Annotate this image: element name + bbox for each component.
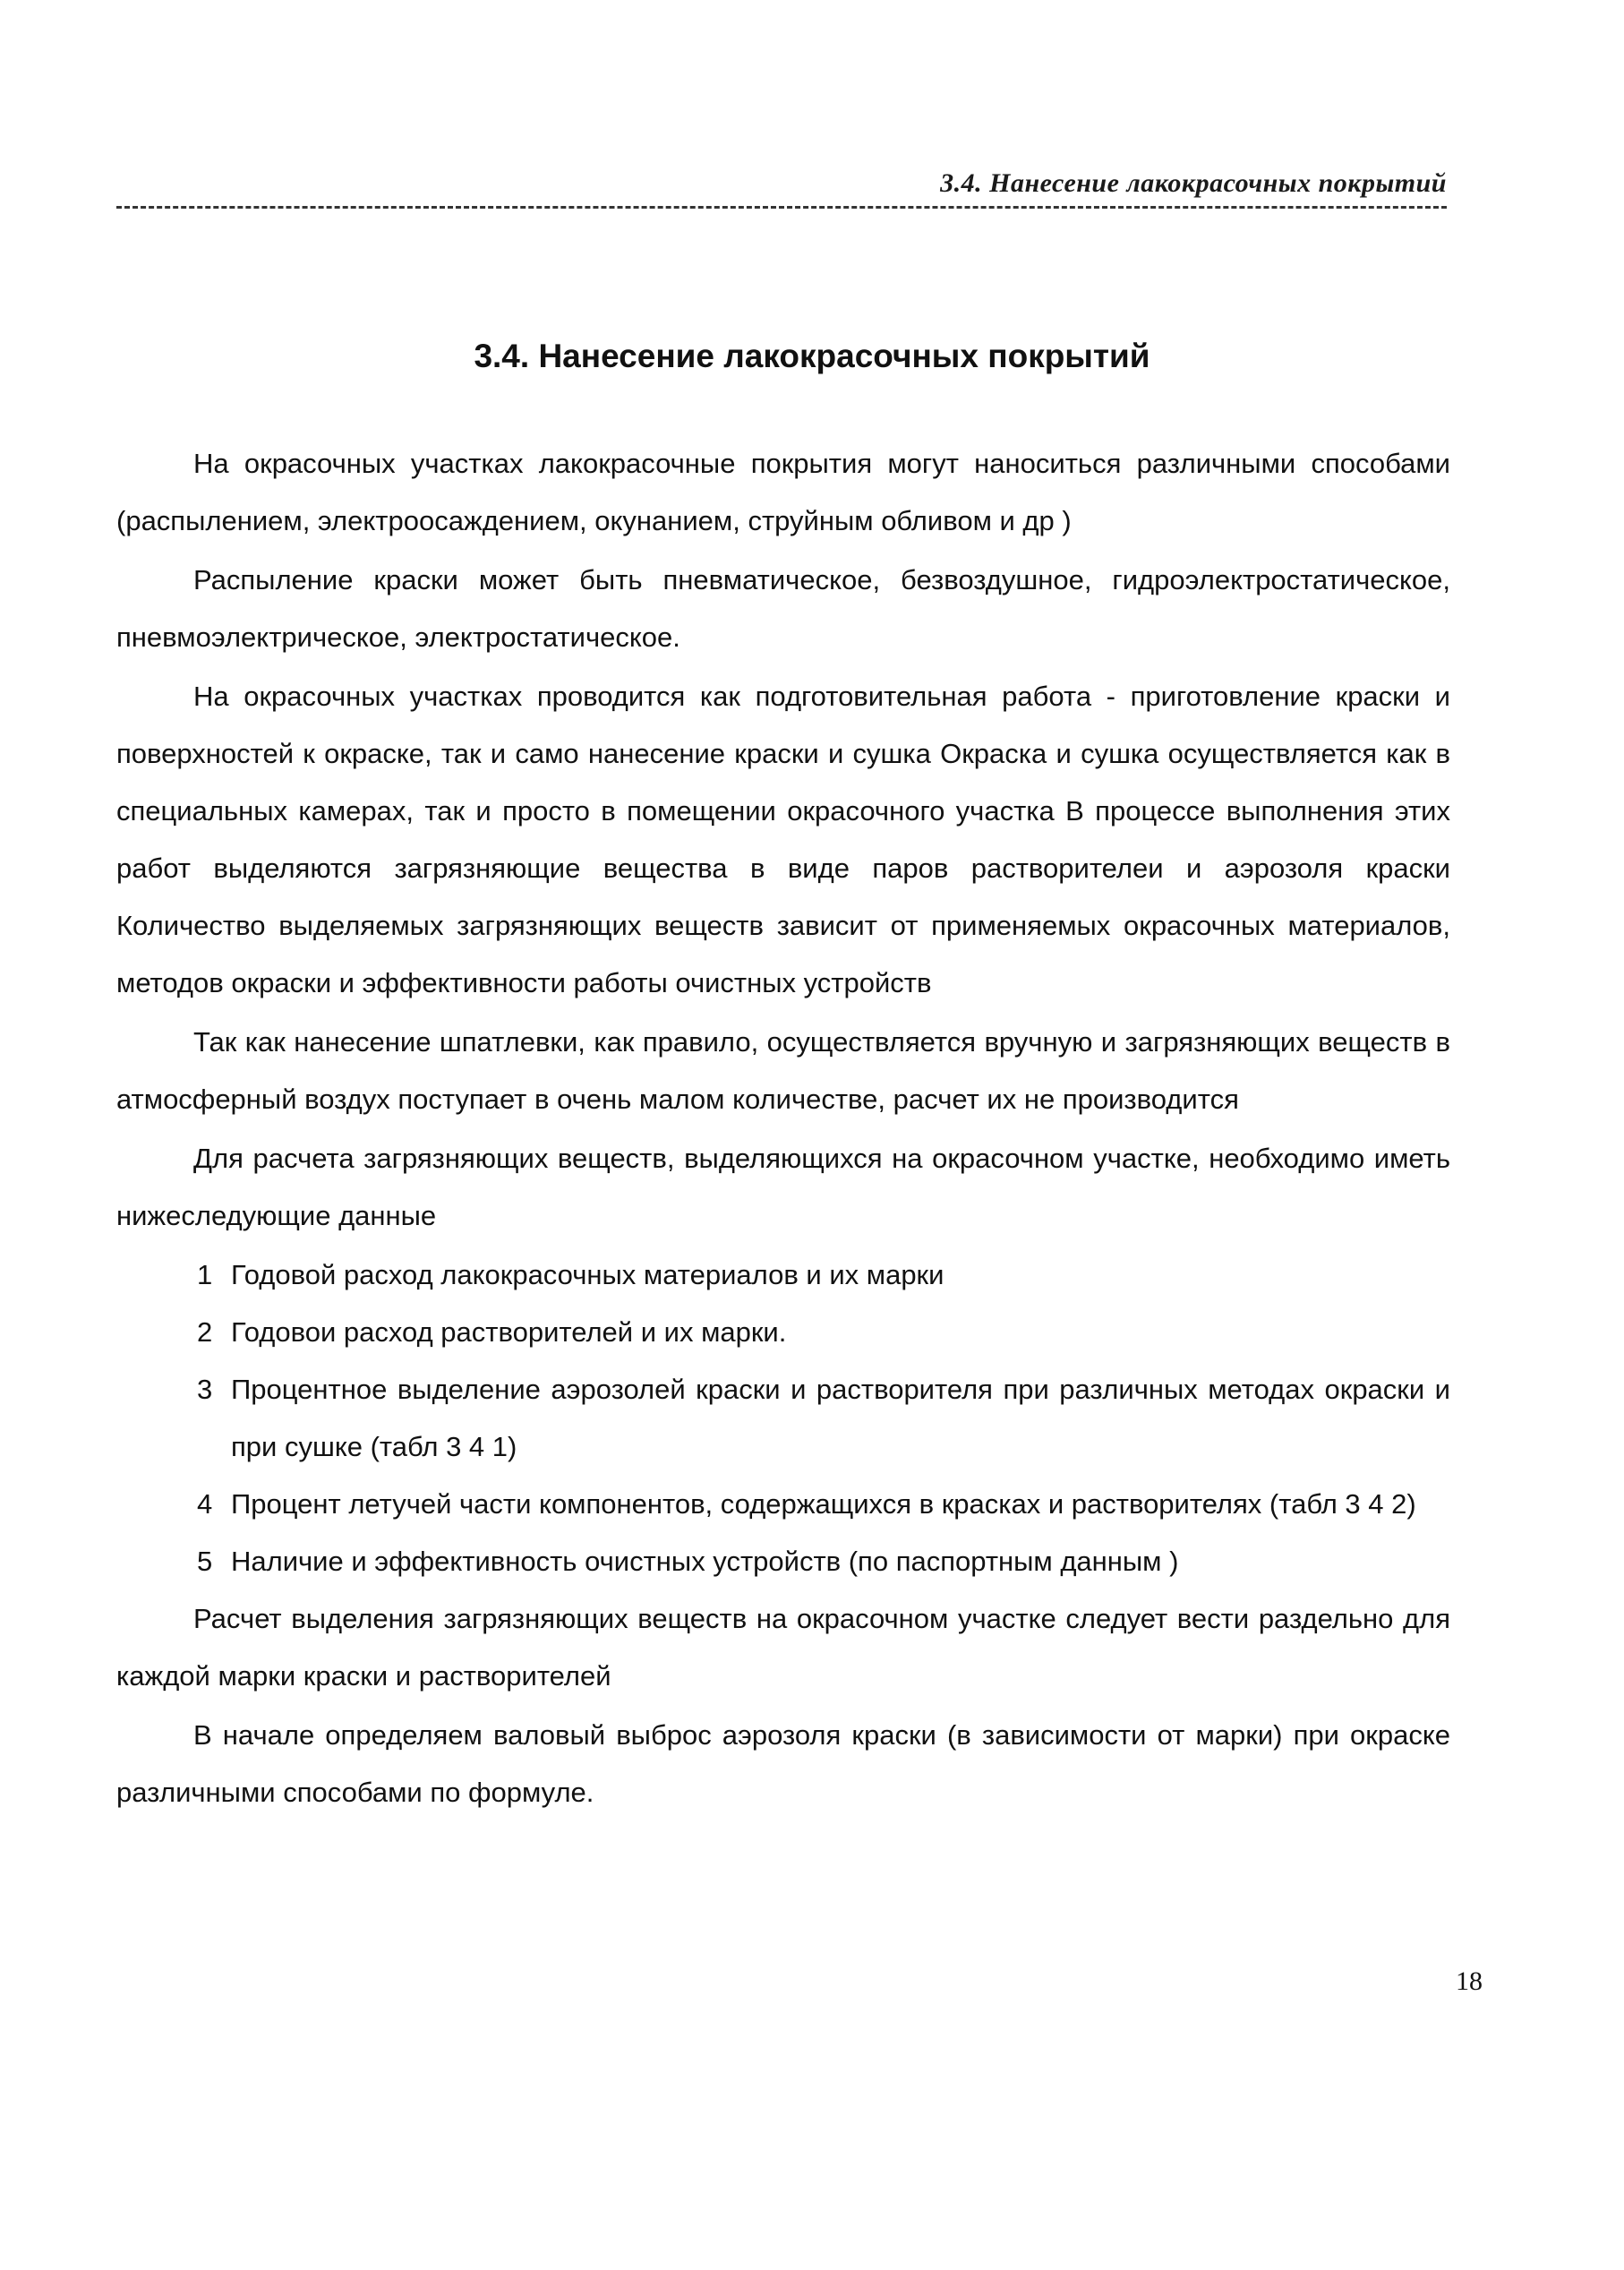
list-item-number: 3 (197, 1374, 213, 1405)
list-item-text: Процент летучей части компонентов, содержащихся в красках и растворителях (табл 3 4 2) (231, 1488, 1416, 1520)
list-item-number: 4 (197, 1488, 213, 1520)
list-item (116, 1246, 1450, 1304)
paragraph: На окрасочных участках проводится как подготовительная работа - приготовление краски и поверхностей к окраске, так и само нанесение краски и сушка Окраска и сушка осуществляется как в специальных камерах, так и просто в помещении окрасочного участка В процессе выполнения этих работ выделяются загрязняющие вещества в виде паров растворителеи и аэрозоля краски Количество выделяемых загрязняющих веществ зависит от применяемых окрасочных материалов, методов окраски и эффективности работы очистных устройств (116, 681, 1450, 998)
list-item (116, 1361, 1450, 1476)
required-data-list (116, 1246, 1450, 1590)
paragraph: Так как нанесение шпатлевки, как правило, осуществляется вручную и загрязняющих веществ в атмосферный воздух поступает в очень малом количестве, расчет их не производится (116, 1026, 1450, 1115)
header-rule (116, 206, 1447, 209)
list-item-text: Процентное выделение аэрозолей краски и растворителя при различных методах окраски и при сушке (табл 3 4 1) (231, 1374, 1450, 1462)
paragraph: Для расчета загрязняющих веществ, выделяющихся на окрасочном участке, необходимо иметь нижеследующие данные (116, 1143, 1450, 1231)
paragraph: В начале определяем валовый выброс аэрозоля краски (в зависимости от марки) при окраске различными способами по формуле. (116, 1719, 1450, 1808)
paragraph: Распыление краски может быть пневматическое, безвоздушное, гидроэлектростатическое, пневмоэлектрическое, электростатическое. (116, 564, 1450, 653)
list-item-number: 2 (197, 1316, 213, 1348)
section-title: 3.4. Нанесение лакокрасочных покрытий (474, 337, 1150, 374)
paragraph: Расчет выделения загрязняющих веществ на окрасочном участке следует вести раздельно для каждой марки краски и растворителей (116, 1603, 1450, 1692)
list-item (116, 1476, 1450, 1533)
list-item-text: Годовои расход растворителей и их марки. (231, 1316, 787, 1348)
list-item-text: Годовой расход лакокрасочных материалов и их марки (231, 1259, 944, 1290)
running-header: 3.4. Нанесение лакокрасочных покрытий (940, 168, 1447, 198)
list-item-number: 5 (197, 1546, 213, 1577)
list-item (116, 1533, 1450, 1590)
page-number: 18 (1456, 1966, 1483, 1996)
list-item (116, 1304, 1450, 1361)
list-item-number: 1 (197, 1259, 213, 1290)
list-item-text: Наличие и эффективность очистных устройств (по паспортным данным ) (231, 1546, 1179, 1577)
paragraph: На окрасочных участках лакокрасочные покрытия могут наноситься различными способами (распылением, электроосаждением, окунанием, струйным обливом и др ) (116, 448, 1450, 536)
body-text (116, 435, 1450, 1823)
